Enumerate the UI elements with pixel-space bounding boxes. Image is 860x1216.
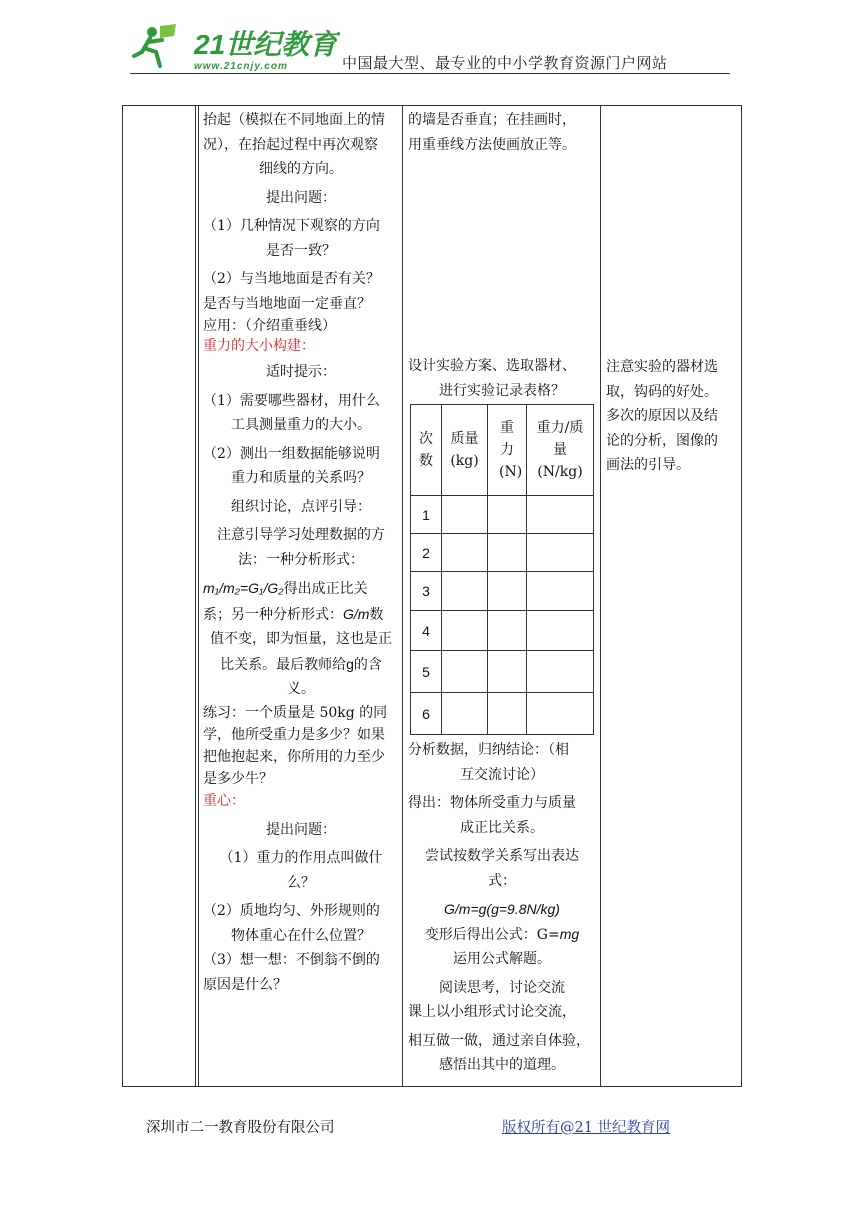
text-line: 值不变，即为恒量，这也是正 xyxy=(210,631,392,647)
table-row: 2 xyxy=(411,534,594,572)
header-cell: 重力(N) xyxy=(488,405,527,496)
footer-copyright-link[interactable]: 版权所有@21 世纪教育网 xyxy=(502,1120,671,1136)
site-slogan: 中国最大型、最专业的中小学教育资源门户网站 xyxy=(342,54,668,72)
ratio-formula: m₁/m₂=G₁/G₂ xyxy=(203,580,284,596)
text-line: 用重垂线方法使画放正等。 xyxy=(408,136,576,153)
svg-text:www.21cnjy.com: www.21cnjy.com xyxy=(194,61,288,72)
text-line: 比关系。最后教师给g的含 xyxy=(220,655,382,673)
text-line: 注意实验的器材选 xyxy=(606,359,718,375)
text-line: 设计实验方案、选取器材、 xyxy=(408,358,576,374)
text-line: 得出：物体所受重力与质量 xyxy=(408,795,576,811)
gm-formula: G/m xyxy=(343,605,370,622)
conclusion-text xyxy=(408,738,596,1078)
header-cell: 次数 xyxy=(411,405,442,496)
text-line: （1）几种情况下观察的方向 xyxy=(203,218,380,234)
text-line: 适时提示： xyxy=(266,364,336,380)
section-heading-weight-size: 重力的大小构建： xyxy=(203,338,315,354)
text-line: （3）想一想：不倒翁不倒的 xyxy=(203,952,380,968)
table-row: 6 xyxy=(411,693,594,735)
text-line: 论的分析，图像的 xyxy=(606,432,718,449)
text-line: 工具测量重力的大小。 xyxy=(231,417,371,433)
experiment-design-text xyxy=(408,354,596,403)
column-divider xyxy=(198,105,199,1087)
table-right-border xyxy=(741,105,742,1087)
text-line: 变形后得出公式：G=mg xyxy=(424,925,580,943)
table-top-border xyxy=(122,105,742,106)
text-line: 重力和质量的关系吗？ xyxy=(231,470,371,486)
text-line: 练习：一个质量是 50kg 的同 xyxy=(203,704,388,721)
text-line: 进行实验记录表格？ xyxy=(439,382,565,399)
text-line: 的墙是否垂直；在挂画时， xyxy=(408,112,576,128)
text-line: 注意引导学习处理数据的方 xyxy=(217,527,385,543)
text-line: 多次的原因以及结 xyxy=(606,408,718,424)
footer-company: 深圳市二一教育股份有限公司 xyxy=(146,1120,335,1136)
text-line: 感悟出其中的道理。 xyxy=(439,1057,565,1073)
text-line: 式： xyxy=(488,872,516,889)
page-header xyxy=(130,22,730,76)
text-line: 么？ xyxy=(287,874,315,891)
text-line: 是否一致？ xyxy=(266,242,336,259)
text-line: 提出问题： xyxy=(266,821,336,838)
text-line: 组织讨论，点评引导： xyxy=(231,498,371,515)
text-line: 是多少牛？ xyxy=(203,770,273,787)
text-line: 运用公式解题。 xyxy=(453,951,551,967)
text-line: 取，钩码的好处。 xyxy=(606,383,718,400)
table-left-border xyxy=(122,105,123,1087)
text-line: 把他抱起来，你所用的力至少 xyxy=(203,748,385,765)
text-line: m₁/m₂=G₁/G₂得出成正比关 xyxy=(203,580,368,597)
text-line: 画法的引导。 xyxy=(606,457,690,473)
text-line: 况），在抬起过程中再次观察 xyxy=(203,136,378,153)
text-line: 法：一种分析形式： xyxy=(238,551,364,568)
svg-text:21世纪教育: 21世纪教育 xyxy=(194,29,338,60)
text-line: （2）测出一组数据能够说明 xyxy=(203,445,380,462)
column-divider xyxy=(195,105,196,1087)
section-heading-center-of-gravity: 重心： xyxy=(203,792,245,809)
student-activity-column xyxy=(408,108,596,157)
text-line: 抬起（模拟在不同地面上的情 xyxy=(203,112,385,128)
text-line: 相互做一做，通过亲自体验， xyxy=(408,1032,590,1049)
text-line: （2）与当地地面是否有关？ xyxy=(203,271,380,287)
text-line: 互交流讨论） xyxy=(460,766,544,783)
text-line: 阅读思考，讨论交流 xyxy=(439,979,565,996)
table-header-row xyxy=(411,405,594,496)
table-row: 3 xyxy=(411,572,594,611)
teacher-activity-column xyxy=(203,108,399,997)
header-cell: 重力/质量(N/kg) xyxy=(527,405,594,496)
column-divider xyxy=(402,105,403,1087)
column-divider xyxy=(600,105,601,1087)
text-line: 义。 xyxy=(287,681,315,697)
text-line: 应用：（介绍重垂线） xyxy=(203,318,336,334)
text-line: 系；另一种分析形式：G/m数 xyxy=(203,605,384,623)
text-line: 成正比关系。 xyxy=(460,819,544,836)
text-line: （1）需要哪些器材，用什么 xyxy=(203,392,380,409)
text-line: 分析数据，归纳结论：（相 xyxy=(408,742,569,758)
site-logo xyxy=(130,22,340,72)
text-line: 原因是什么？ xyxy=(203,976,287,993)
text-line: 尝试按数学关系写出表达 xyxy=(425,848,579,864)
text-line: 是否与当地地面一定垂直？ xyxy=(203,295,371,312)
header-divider xyxy=(130,73,730,74)
text-line: 细线的方向。 xyxy=(259,161,343,177)
text-line: 学，他所受重力是多少？如果 xyxy=(203,726,385,743)
text-line: 物体重心在什么位置？ xyxy=(231,927,371,944)
text-line: （1）重力的作用点叫做什 xyxy=(219,850,383,866)
text-line: 课上以小组形式讨论交流， xyxy=(408,1004,576,1020)
table-bottom-border xyxy=(122,1086,742,1087)
design-notes-column xyxy=(606,355,738,478)
table-row: 5 xyxy=(411,651,594,693)
table-row: 1 xyxy=(411,496,594,534)
gravity-formula: G/m=g(g=9.8N/kg) xyxy=(444,901,560,917)
text-line: （2）质地均匀、外形规则的 xyxy=(203,903,380,919)
table-row: 4 xyxy=(411,611,594,651)
text-line: 提出问题： xyxy=(266,189,336,206)
header-cell: 质量(kg) xyxy=(442,405,488,496)
experiment-record-table xyxy=(410,404,594,735)
